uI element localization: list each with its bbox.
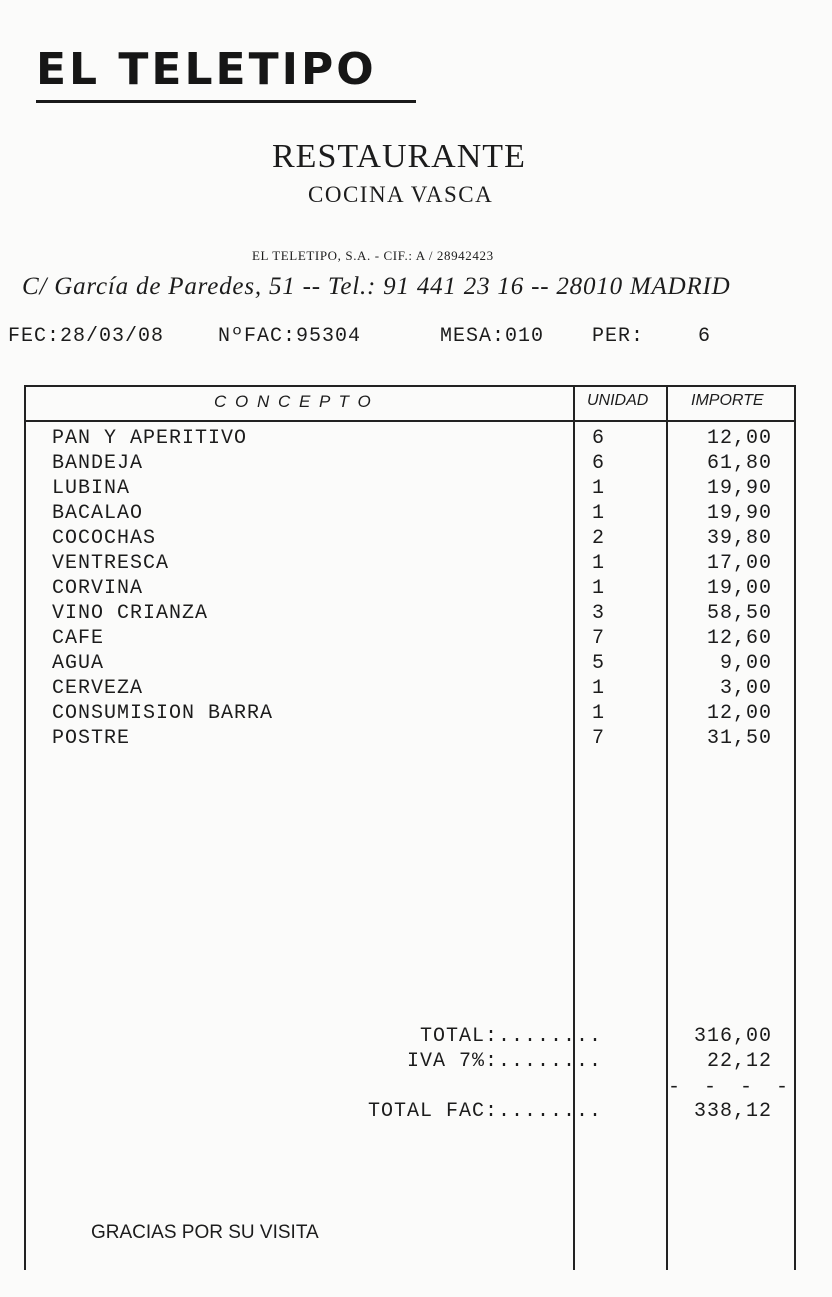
- line-item-row: [0, 701, 832, 726]
- item-importe: 19,90: [706, 477, 772, 500]
- item-concepto: VINO CRIANZA: [52, 602, 209, 625]
- iva-value: 22,12: [706, 1050, 772, 1073]
- item-unidad: 1: [592, 702, 605, 725]
- item-unidad: 5: [592, 652, 605, 675]
- item-concepto: COCOCHAS: [52, 527, 157, 550]
- item-importe: 12,60: [706, 627, 772, 650]
- total-fac-value: 338,12: [693, 1100, 772, 1123]
- item-unidad: 7: [592, 727, 605, 750]
- item-unidad: 7: [592, 627, 605, 650]
- item-unidad: 2: [592, 527, 605, 550]
- thanks-message: GRACIAS POR SU VISITA: [91, 1222, 319, 1243]
- column-header-unidad: UNIDAD: [587, 392, 649, 409]
- line-item-row: [0, 526, 832, 551]
- line-item-row: [0, 651, 832, 676]
- header-rule: [24, 420, 796, 422]
- column-header-concepto: C O N C E P T O: [214, 392, 373, 411]
- line-item-row: [0, 551, 832, 576]
- invoice-number: NºFAC:95304: [218, 325, 362, 348]
- item-unidad: 6: [592, 427, 605, 450]
- subtotal-separator: - - - -: [668, 1076, 795, 1099]
- item-concepto: CORVINA: [52, 577, 144, 600]
- invoice-date: FEC:28/03/08: [8, 325, 165, 348]
- item-concepto: POSTRE: [52, 727, 131, 750]
- brand-name: EL TELETIPO: [36, 44, 377, 95]
- cuisine-subheading: COCINA VASCA: [308, 182, 494, 207]
- line-items: [0, 426, 832, 751]
- line-item-row: [0, 726, 832, 751]
- total-value: 316,00: [693, 1025, 772, 1048]
- line-item-row: [0, 451, 832, 476]
- address-line: C/ García de Paredes, 51 -- Tel.: 91 441 23 16 -- 28010 MADRID: [22, 273, 731, 300]
- item-importe: 12,00: [706, 702, 772, 725]
- column-header-importe: IMPORTE: [691, 392, 764, 409]
- item-concepto: BANDEJA: [52, 452, 144, 475]
- line-item-row: [0, 601, 832, 626]
- item-concepto: BACALAO: [52, 502, 144, 525]
- item-unidad: 6: [592, 452, 605, 475]
- total-fac-label: TOTAL FAC:........: [367, 1100, 602, 1123]
- item-importe: 3,00: [719, 677, 772, 700]
- item-concepto: CAFE: [52, 627, 105, 650]
- item-unidad: 1: [592, 577, 605, 600]
- line-item-row: [0, 501, 832, 526]
- company-info: EL TELETIPO, S.A. - CIF.: A / 28942423: [252, 248, 494, 263]
- item-concepto: CONSUMISION BARRA: [52, 702, 274, 725]
- item-unidad: 1: [592, 677, 605, 700]
- item-importe: 61,80: [706, 452, 772, 475]
- item-concepto: PAN Y APERITIVO: [52, 427, 248, 450]
- line-item-row: [0, 426, 832, 451]
- line-item-row: [0, 676, 832, 701]
- item-importe: 39,80: [706, 527, 772, 550]
- persons-value: 6: [698, 325, 712, 348]
- item-concepto: VENTRESCA: [52, 552, 170, 575]
- item-importe: 19,00: [706, 577, 772, 600]
- item-importe: 9,00: [719, 652, 772, 675]
- item-concepto: CERVEZA: [52, 677, 144, 700]
- brand-underline: [36, 100, 416, 103]
- table-number: MESA:010: [440, 325, 545, 348]
- item-unidad: 3: [592, 602, 605, 625]
- item-unidad: 1: [592, 502, 605, 525]
- persons-label: PER:: [592, 325, 645, 348]
- total-label: TOTAL:........: [419, 1025, 602, 1048]
- item-concepto: AGUA: [52, 652, 105, 675]
- item-unidad: 1: [592, 552, 605, 575]
- item-unidad: 1: [592, 477, 605, 500]
- item-concepto: LUBINA: [52, 477, 131, 500]
- restaurant-heading: RESTAURANTE: [272, 138, 526, 175]
- item-importe: 58,50: [706, 602, 772, 625]
- item-importe: 19,90: [706, 502, 772, 525]
- line-item-row: [0, 626, 832, 651]
- line-item-row: [0, 576, 832, 601]
- iva-label: IVA 7%:........: [406, 1050, 602, 1073]
- item-importe: 31,50: [706, 727, 772, 750]
- item-importe: 17,00: [706, 552, 772, 575]
- item-importe: 12,00: [706, 427, 772, 450]
- line-item-row: [0, 476, 832, 501]
